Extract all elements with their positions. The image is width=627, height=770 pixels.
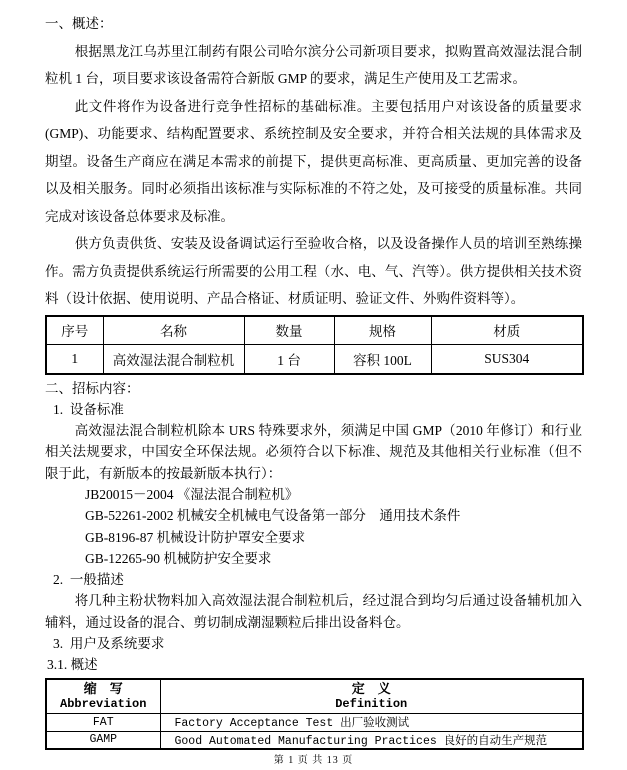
section2-heading: 二、招标内容： — [45, 380, 140, 396]
standard-reference: GB-12265-90 机械防护安全要求 — [85, 550, 272, 566]
paragraph: 此文件将作为设备进行竞争性招标的基础标准。主要包括用户对该设备的质量要求(GMP)、功能要求、结构配置要求、系统控制及安全要求，并符合相关法规的具体需求及期望。设备生产商应在满足本需求的前提下，提供更高标准、更高质量、更加完善的设备以及相关服务。同时必须指出该标准与实际标准的不符之处，及可接受的质量标准。共同完成对该设备总体要求及标准。 — [45, 98, 582, 224]
table-cell-abbr: FAT — [46, 713, 160, 731]
table-cell: 1 — [46, 345, 103, 374]
paragraph: 将几种主粉状物料加入高效湿法混合制粒机后，经过混合到均匀后通过设备辅机加入辅料，通过设备的混合、剪切制成潮湿颗粒后排出设备料仓。 — [45, 593, 582, 630]
standard-reference: JB20015－2004 《湿法混合制粒机》 — [85, 486, 299, 502]
table-cell: SUS304 — [431, 345, 583, 374]
standard-reference: GB-8196-87 机械设计防护罩安全要求 — [85, 529, 306, 545]
section2 — [45, 378, 582, 676]
standard-reference: GB-52261-2002 机械安全机械电气设备第一部分 通用技术条件 — [85, 508, 461, 524]
table-header-cell: 名称 — [103, 316, 244, 345]
paragraph: 根据黑龙江乌苏里江制药有限公司哈尔滨分公司新项目要求，拟购置高效湿法混合制粒机 1 台，项目要求该设备需符合新版 GMP 的要求，满足生产使用及工艺需求。 — [45, 43, 582, 86]
table-header-cell — [160, 679, 583, 714]
table-header-cell: 材质 — [431, 316, 583, 345]
abbreviation-table-row — [46, 713, 583, 731]
abbreviation-table-header-row — [46, 679, 583, 714]
list-item-general-description: 2. 一般描述 — [53, 572, 124, 588]
table-header-cell — [46, 679, 160, 714]
table-header-cell: 数量 — [244, 316, 334, 345]
equipment-table — [45, 315, 584, 375]
table-cell: 容积 100L — [334, 345, 431, 374]
table-cell: 高效湿法混合制粒机 — [103, 345, 244, 374]
list-item-user-system-requirements: 3. 用户及系统要求 — [53, 636, 165, 652]
paragraph: 供方负责供货、安装及设备调试运行至验收合格，以及设备操作人员的培训至熟练操作。需方负责提供系统运行所需要的公用工程（水、电、气、汽等）。供方提供相关技术资料（设计依据、使用说明、产品合格证、材质证明、验证文件、外购件资料等）。 — [45, 236, 582, 306]
list-item-equipment-standard: 1. 设备标准 — [53, 401, 124, 417]
table-cell-abbr: GAMP — [46, 731, 160, 749]
page-number-footer: 第 1 页 共 13 页 — [273, 755, 354, 767]
abbreviation-table — [45, 678, 584, 751]
paragraph: 高效湿法混合制粒机除本 URS 特殊要求外，须满足中国 GMP（2010 年修订）和行业相关法规要求，中国安全环保法规。必须符合以下标准、规范及其他相关行业标准（但不限于此，有新版本的按最新版本执行）： — [45, 423, 582, 481]
table-cell: 1 台 — [244, 345, 334, 374]
section1-heading: 一、概述： — [45, 16, 113, 31]
equipment-table-header-row — [46, 316, 583, 345]
header-definition-en: Definition — [335, 696, 408, 711]
equipment-table-row — [46, 345, 583, 374]
table-header-cell: 序号 — [46, 316, 103, 345]
abbreviation-table-row — [46, 731, 583, 749]
table-cell-definition: Good Automated Manufacturing Practices 良好的自动生产规范 — [160, 731, 583, 749]
header-definition-zh: 定 义 — [351, 680, 391, 696]
header-abbreviation-en: Abbreviation — [60, 696, 147, 711]
list-item-overview-sub: 3.1. 概述 — [47, 657, 98, 673]
table-header-cell: 规格 — [334, 316, 431, 345]
header-abbreviation-zh: 缩 写 — [83, 680, 123, 696]
table-cell-definition: Factory Acceptance Test 出厂验收测试 — [160, 713, 583, 731]
